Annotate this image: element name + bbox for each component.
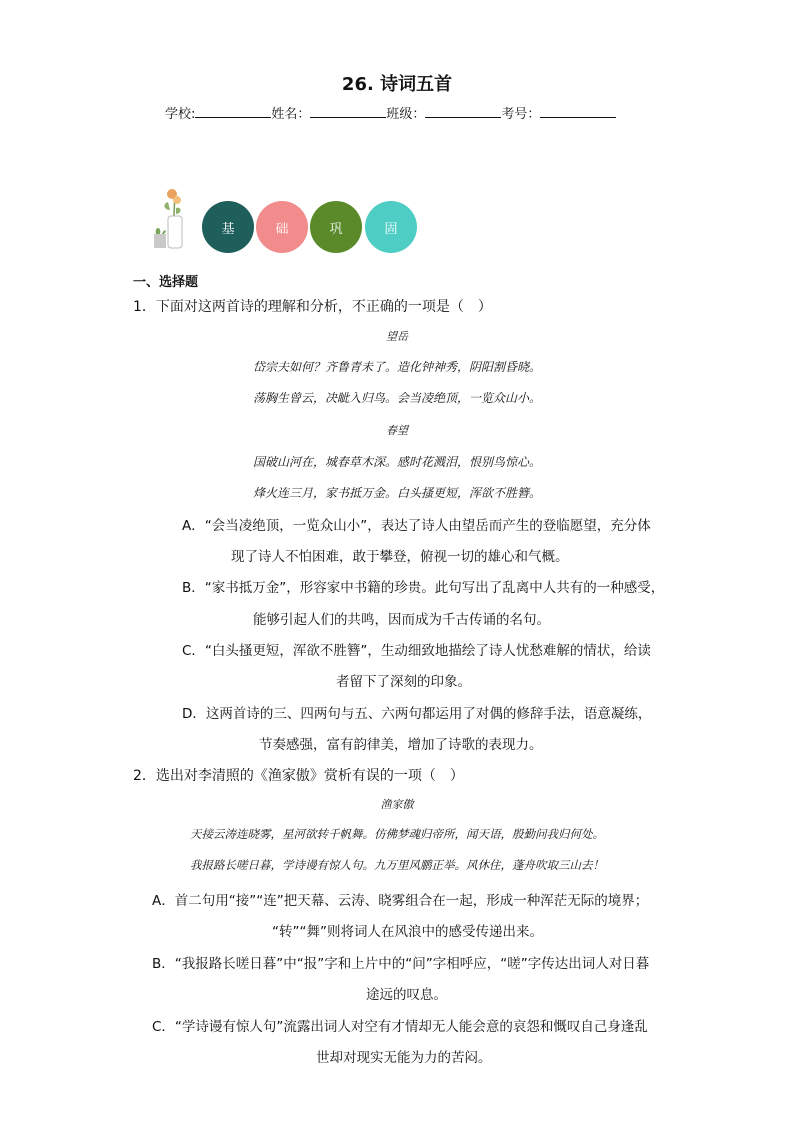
option-b-line-2: 能够引起人们的共鸣，因而成为千古传诵的名句。: [253, 612, 550, 628]
option-c-line-1: C．“学诗谩有惊人句”流露出词人对空有才情却无人能会意的哀怨和慨叹自己身逢乱: [152, 1019, 648, 1035]
name-blank: [310, 105, 386, 118]
option-a-line-2: “转”“舞”则将词人在风浪中的感受传递出来。: [272, 924, 543, 940]
option-a-line-2: 现了诗人不怕困难，敢于攀登，俯视一切的雄心和气概。: [231, 549, 569, 565]
exam-number-label: 考号：: [501, 107, 541, 122]
option-d-line-2: 节奏感强，富有韵律美，增加了诗歌的表现力。: [259, 737, 543, 753]
option-c-line-2: 世却对现实无能为力的苦闷。: [316, 1050, 492, 1066]
class-blank: [425, 105, 501, 118]
school-blank: [195, 105, 271, 118]
poem-title: 望岳: [386, 330, 408, 343]
poem-line: 岱宗夫如何？齐鲁青未了。造化钟神秀，阴阳割昏晓。: [252, 360, 541, 374]
poem-line: 烽火连三月，家书抵万金。白头搔更短，浑欲不胜簪。: [252, 486, 541, 500]
class-label: 班级：: [386, 107, 426, 122]
question-2-stem: 2．选出对李清照的《渔家傲》赏析有误的一项（ ）: [133, 768, 464, 784]
section-heading: 一、选择题: [133, 275, 199, 290]
name-label: 姓名：: [271, 107, 311, 122]
poem-title: 春望: [386, 424, 408, 437]
poem-line: 我报路长嗟日暮，学诗谩有惊人句。九万里风鹏正举。风休住，蓬舟吹取三山去！: [190, 858, 604, 872]
option-a-line-1: A．首二句用“接”“连”把天幕、云涛、晓雾组合在一起，形成一种浑茫无际的境界；: [152, 893, 649, 909]
poem-line: 天接云涛连晓雾，星河欲转千帆舞。仿佛梦魂归帝所，闻天语，殷勤问我归何处。: [190, 827, 604, 841]
option-c-line-1: C．“白头搔更短，浑欲不胜簪”，生动细致地描绘了诗人忧愁难解的情状，给读: [182, 643, 651, 659]
question-1-stem: 1．下面对这两首诗的理解和分析，不正确的一项是（ ）: [133, 299, 492, 315]
banner-circle-3: 巩: [310, 201, 362, 253]
option-b-line-2: 途远的叹息。: [366, 987, 447, 1003]
poem-line: 荡胸生曾云，决眦入归鸟。会当凌绝顶，一览众山小。: [252, 391, 541, 405]
option-b-line-1: B．“家书抵万金”，形容家中书籍的珍贵。此句写出了乱离中人共有的一种感受，: [182, 580, 665, 596]
option-d-line-1: D．这两首诗的三、四两句与五、六两句都运用了对偶的修辞手法，语意凝练，: [182, 706, 652, 722]
poem-title: 渔家傲: [380, 798, 414, 811]
flower-vase-icon: [150, 186, 192, 252]
poem-line: 国破山河在，城春草木深。感时花溅泪，恨别鸟惊心。: [252, 455, 541, 469]
school-label: 学校:: [165, 107, 196, 122]
option-c-line-2: 者留下了深刻的印象。: [336, 674, 471, 690]
option-a-line-1: A．“会当凌绝顶，一览众山小”，表达了诗人由望岳而产生的登临愿望，充分体: [182, 518, 651, 534]
banner-circle-1: 基: [202, 201, 254, 253]
page-title: 26. 诗词五首: [341, 74, 453, 95]
option-b-line-1: B．“我报路长嗟日暮”中“报”字和上片中的“问”字相呼应，“嗟”字传达出词人对日暮: [152, 956, 650, 972]
banner-circle-4: 固: [365, 201, 417, 253]
student-info-line: [165, 103, 616, 122]
banner-circle-2: 础: [256, 201, 308, 253]
exam-number-blank: [540, 105, 616, 118]
